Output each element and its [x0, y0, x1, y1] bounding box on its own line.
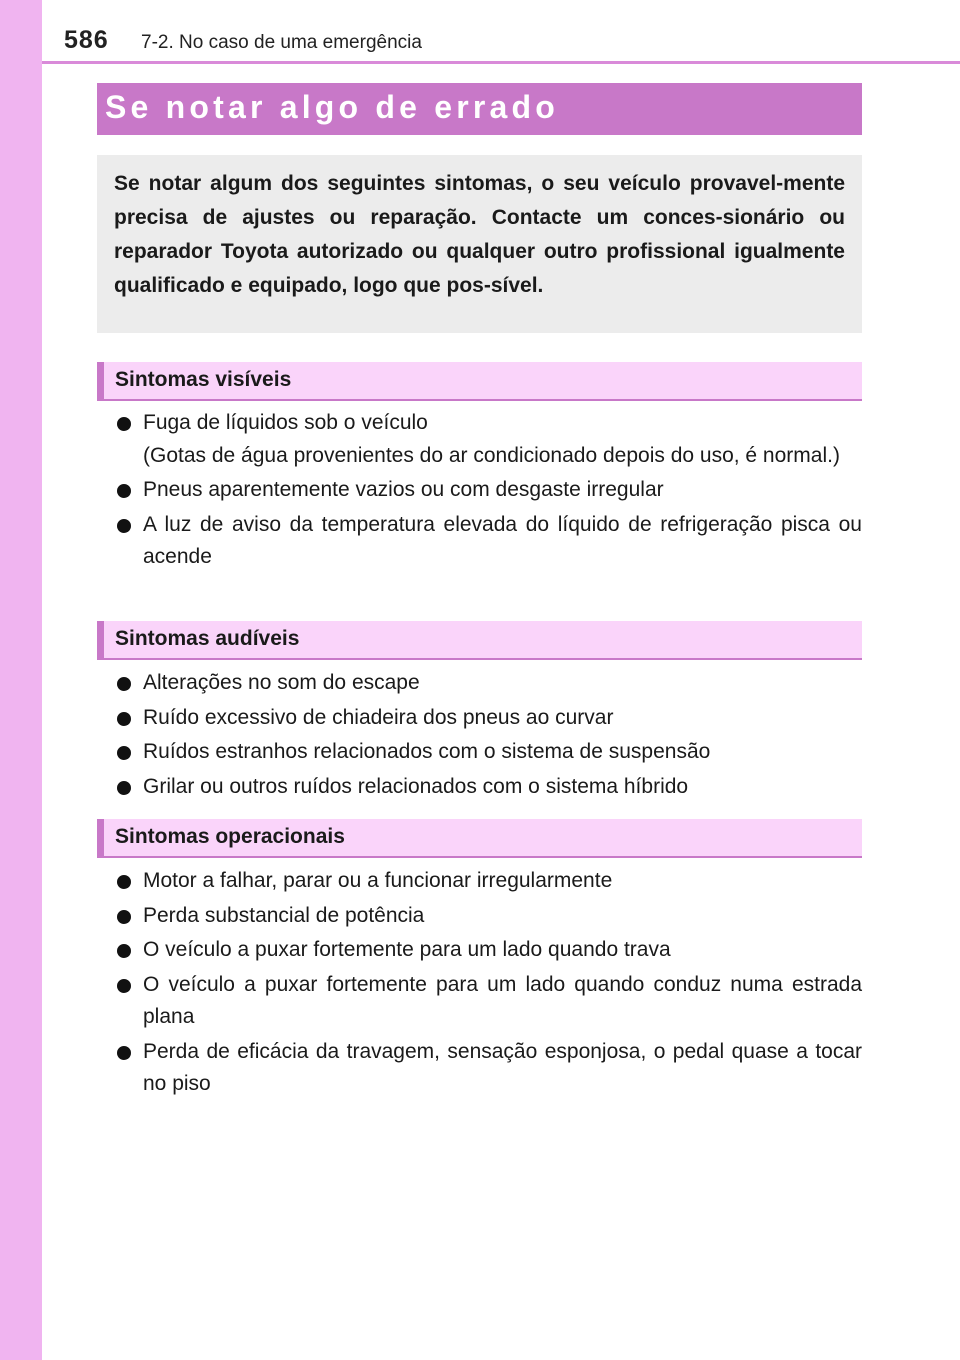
list-item-note: (Gotas de água provenientes do ar condicionado depois do uso, é normal.)	[143, 443, 840, 467]
bullet-icon	[117, 979, 131, 993]
bullet-icon	[117, 944, 131, 958]
section-title-bar	[97, 83, 862, 135]
intro-text: Se notar algum dos seguintes sintomas, o seu veículo provavel-mente precisa de ajustes ou reparação. Contacte um conces-sionário ou reparador Toyota autorizado ou qualquer outro profissional igualmente qualificado e equipado, logo que pos-sível.	[114, 172, 845, 297]
section-heading-visible	[97, 362, 862, 401]
bullet-icon	[117, 712, 131, 726]
heading-accent	[97, 621, 104, 658]
list-item	[97, 865, 862, 898]
section-heading-audible	[97, 621, 862, 660]
section-heading-label: Sintomas audíveis	[115, 627, 300, 650]
section-heading-operational	[97, 819, 862, 858]
audible-symptoms-list	[97, 667, 862, 805]
list-item	[97, 736, 862, 769]
list-item-text: Ruídos estranhos relacionados com o sistema de suspensão	[143, 740, 711, 763]
visible-symptoms-list	[97, 407, 862, 576]
bullet-icon	[117, 677, 131, 691]
list-item	[97, 1036, 862, 1101]
side-color-band	[0, 0, 42, 1360]
list-item	[97, 509, 862, 574]
bullet-icon	[117, 417, 131, 431]
list-item-text: A luz de aviso da temperatura elevada do líquido de refrigeração pisca ou acende	[143, 512, 862, 568]
bullet-icon	[117, 875, 131, 889]
list-item-text: O veículo a puxar fortemente para um lado quando conduz numa estrada plana	[143, 972, 862, 1028]
list-item	[97, 934, 862, 967]
list-item-text: Ruído excessivo de chiadeira dos pneus ao curvar	[143, 705, 614, 729]
bullet-icon	[117, 1046, 131, 1060]
list-item-text: Motor a falhar, parar ou a funcionar irregularmente	[143, 869, 613, 892]
section-heading-label: Sintomas visíveis	[115, 368, 292, 391]
list-item-text: Perda substancial de potência	[143, 903, 425, 927]
list-item	[97, 969, 862, 1034]
operational-symptoms-list	[97, 865, 862, 1103]
chapter-title: 7-2. No caso de uma emergência	[141, 32, 422, 53]
list-item	[97, 900, 862, 933]
list-item	[97, 407, 862, 472]
header-divider	[42, 61, 960, 64]
bullet-icon	[117, 519, 131, 533]
intro-box	[97, 155, 862, 333]
page-title: Se notar algo de errado	[105, 89, 560, 125]
list-item	[97, 771, 862, 804]
list-item-text: Fuga de líquidos sob o veículo	[143, 411, 428, 434]
page-number: 586	[64, 26, 109, 54]
list-item-text: Pneus aparentemente vazios ou com desgaste irregular	[143, 478, 664, 501]
heading-accent	[97, 819, 104, 856]
section-heading-label: Sintomas operacionais	[115, 825, 345, 848]
list-item-text: O veículo a puxar fortemente para um lado quando trava	[143, 938, 671, 961]
list-item	[97, 702, 862, 735]
bullet-icon	[117, 484, 131, 498]
list-item-text: Alterações no som do escape	[143, 671, 420, 694]
bullet-icon	[117, 781, 131, 795]
bullet-icon	[117, 910, 131, 924]
list-item-text: Perda de eficácia da travagem, sensação esponjosa, o pedal quase a tocar no piso	[143, 1039, 862, 1095]
list-item	[97, 474, 862, 507]
list-item-text: Grilar ou outros ruídos relacionados com o sistema híbrido	[143, 774, 689, 798]
list-item	[97, 667, 862, 700]
heading-accent	[97, 362, 104, 399]
bullet-icon	[117, 746, 131, 760]
